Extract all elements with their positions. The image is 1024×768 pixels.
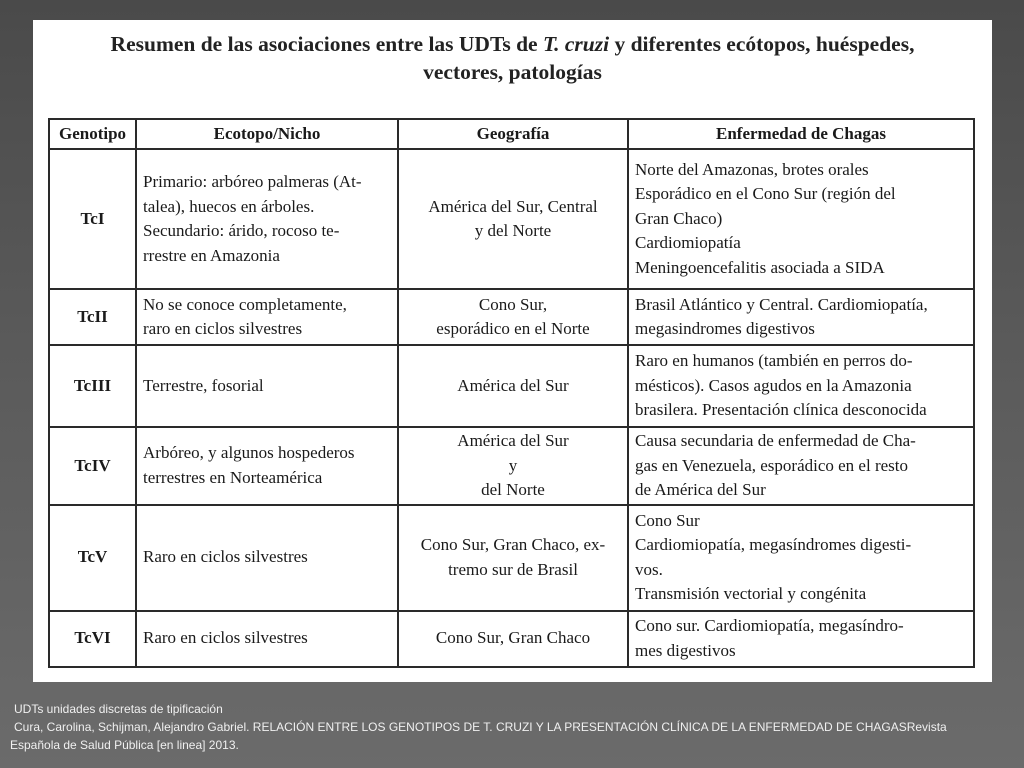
geography-cell [398, 345, 628, 427]
footer-definition: UDTs unidades discretas de tipificación [14, 702, 223, 716]
ecotope-cell [136, 427, 398, 505]
title-line-1 [33, 30, 992, 58]
disease-cell-line: Norte del Amazonas, brotes orales [635, 159, 869, 179]
ecotope-cell-line: Arbóreo, y algunos hospederos [143, 443, 355, 463]
title-suffix: y diferentes ecótopos, huéspedes, [609, 32, 915, 56]
geography-cell [398, 427, 628, 505]
ecotope-cell-line: No se conoce completamente, [143, 294, 347, 314]
disease-cell [628, 345, 974, 427]
geography-cell-line: y [508, 455, 518, 475]
disease-cell-line: Raro en humanos (también en perros do- [635, 351, 913, 371]
geography-cell [398, 505, 628, 611]
ecotope-cell-line: rrestre en Amazonia [143, 245, 280, 265]
disease-cell-line: Cono Sur [635, 510, 700, 530]
geography-cell-line: del Norte [481, 480, 545, 499]
slide-title [33, 30, 992, 86]
ecotope-cell [136, 289, 398, 345]
header-geography: Geografía [398, 119, 628, 149]
disease-cell-line: Transmisión vectorial y congénita [635, 584, 867, 603]
ecotope-cell-line: Primario: arbóreo palmeras (At- [143, 172, 362, 191]
geography-cell-line: América del Sur [457, 431, 569, 450]
disease-cell-line: Cardiomiopatía [635, 233, 741, 253]
disease-cell-line: Gran Chaco) [635, 208, 723, 228]
footer-citation-line-1: Cura, Carolina, Schijman, Alejandro Gabriel. RELACIÓN ENTRE LOS GENOTIPOS DE T. CRUZI Y LA PRESENTACIÓN CLÍNICA DE LA ENFERMEDAD DE CHAGASRevista [14, 720, 947, 734]
geography-cell [398, 289, 628, 345]
disease-cell-line: Brasil Atlántico y Central. Cardiomiopatía, [635, 294, 928, 314]
footer-citation-line-2: Española de Salud Pública [en linea] 2013. [10, 738, 239, 752]
table-row [49, 505, 974, 611]
geography-cell [398, 611, 628, 667]
disease-cell-line: gas en Venezuela, esporádico en el resto [635, 455, 908, 475]
disease-cell [628, 149, 974, 289]
geography-cell [398, 149, 628, 289]
ecotope-cell [136, 611, 398, 667]
table-row [49, 289, 974, 345]
genotype-cell: TcII [49, 289, 136, 345]
table-body [49, 149, 974, 667]
genotype-summary-table [48, 118, 975, 668]
genotype-cell: TcVI [49, 611, 136, 667]
disease-cell [628, 289, 974, 345]
disease-cell-line: Causa secundaria de enfermedad de Cha- [635, 431, 916, 450]
ecotope-cell [136, 149, 398, 289]
title-line-2: vectores, patologías [423, 60, 602, 84]
ecotope-cell-line: Secundario: árido, rocoso te- [143, 221, 340, 240]
disease-cell-line: mésticos). Casos agudos en la Amazonia [635, 375, 912, 395]
ecotope-cell-line: Terrestre, fosorial [143, 375, 264, 395]
ecotope-cell-line: talea), huecos en árboles. [143, 196, 315, 216]
geography-cell-line: Cono Sur, Gran Chaco [435, 628, 591, 648]
genotype-cell: TcV [49, 505, 136, 611]
genotype-cell: TcIV [49, 427, 136, 505]
ecotope-cell-line: terrestres en Norteamérica [143, 467, 323, 487]
title-species: T. cruzi [542, 32, 610, 56]
disease-cell-line: de América del Sur [635, 480, 766, 499]
table-row [49, 345, 974, 427]
geography-cell-line: América del Sur, Central [428, 196, 598, 216]
ecotope-cell-line: raro en ciclos silvestres [143, 319, 303, 338]
geography-cell-line: Cono Sur, Gran Chaco, ex- [420, 535, 606, 554]
disease-cell [628, 427, 974, 505]
genotype-cell: TcIII [49, 345, 136, 427]
disease-cell-line: Esporádico en el Cono Sur (región del [635, 184, 896, 204]
geography-cell-line: Cono Sur, [478, 294, 548, 314]
header-ecotope: Ecotopo/Nicho [136, 119, 398, 149]
disease-cell-line: vos. [635, 559, 663, 579]
table-row [49, 611, 974, 667]
genotype-cell: TcI [49, 149, 136, 289]
table-header-row [49, 119, 974, 149]
disease-cell-line: brasilera. Presentación clínica desconocida [635, 400, 927, 420]
geography-cell-line: esporádico en el Norte [436, 319, 590, 338]
disease-cell-line: Cardiomiopatía, megasíndromes digesti- [635, 535, 912, 554]
disease-cell [628, 611, 974, 667]
disease-cell-line: megasindromes digestivos [635, 319, 815, 338]
disease-cell-line: Meningoencefalitis asociada a SIDA [635, 257, 885, 277]
ecotope-cell [136, 505, 398, 611]
slide-table-image [33, 20, 992, 682]
disease-cell-line: mes digestivos [635, 640, 736, 660]
header-genotype: Genotipo [49, 119, 136, 149]
ecotope-cell-line: Raro en ciclos silvestres [143, 547, 308, 567]
disease-cell [628, 505, 974, 611]
table-row [49, 149, 974, 289]
slide-footer-citation [10, 700, 1010, 754]
disease-cell-line: Cono sur. Cardiomiopatía, megasíndro- [635, 616, 904, 635]
header-disease: Enfermedad de Chagas [628, 119, 974, 149]
title-prefix: Resumen de las asociaciones entre las UDTs de [110, 32, 543, 56]
ecotope-cell [136, 345, 398, 427]
geography-cell-line: América del Sur [457, 375, 569, 395]
table-row [49, 427, 974, 505]
geography-cell-line: y del Norte [474, 221, 552, 240]
ecotope-cell-line: Raro en ciclos silvestres [143, 628, 308, 648]
geography-cell-line: tremo sur de Brasil [448, 559, 578, 579]
